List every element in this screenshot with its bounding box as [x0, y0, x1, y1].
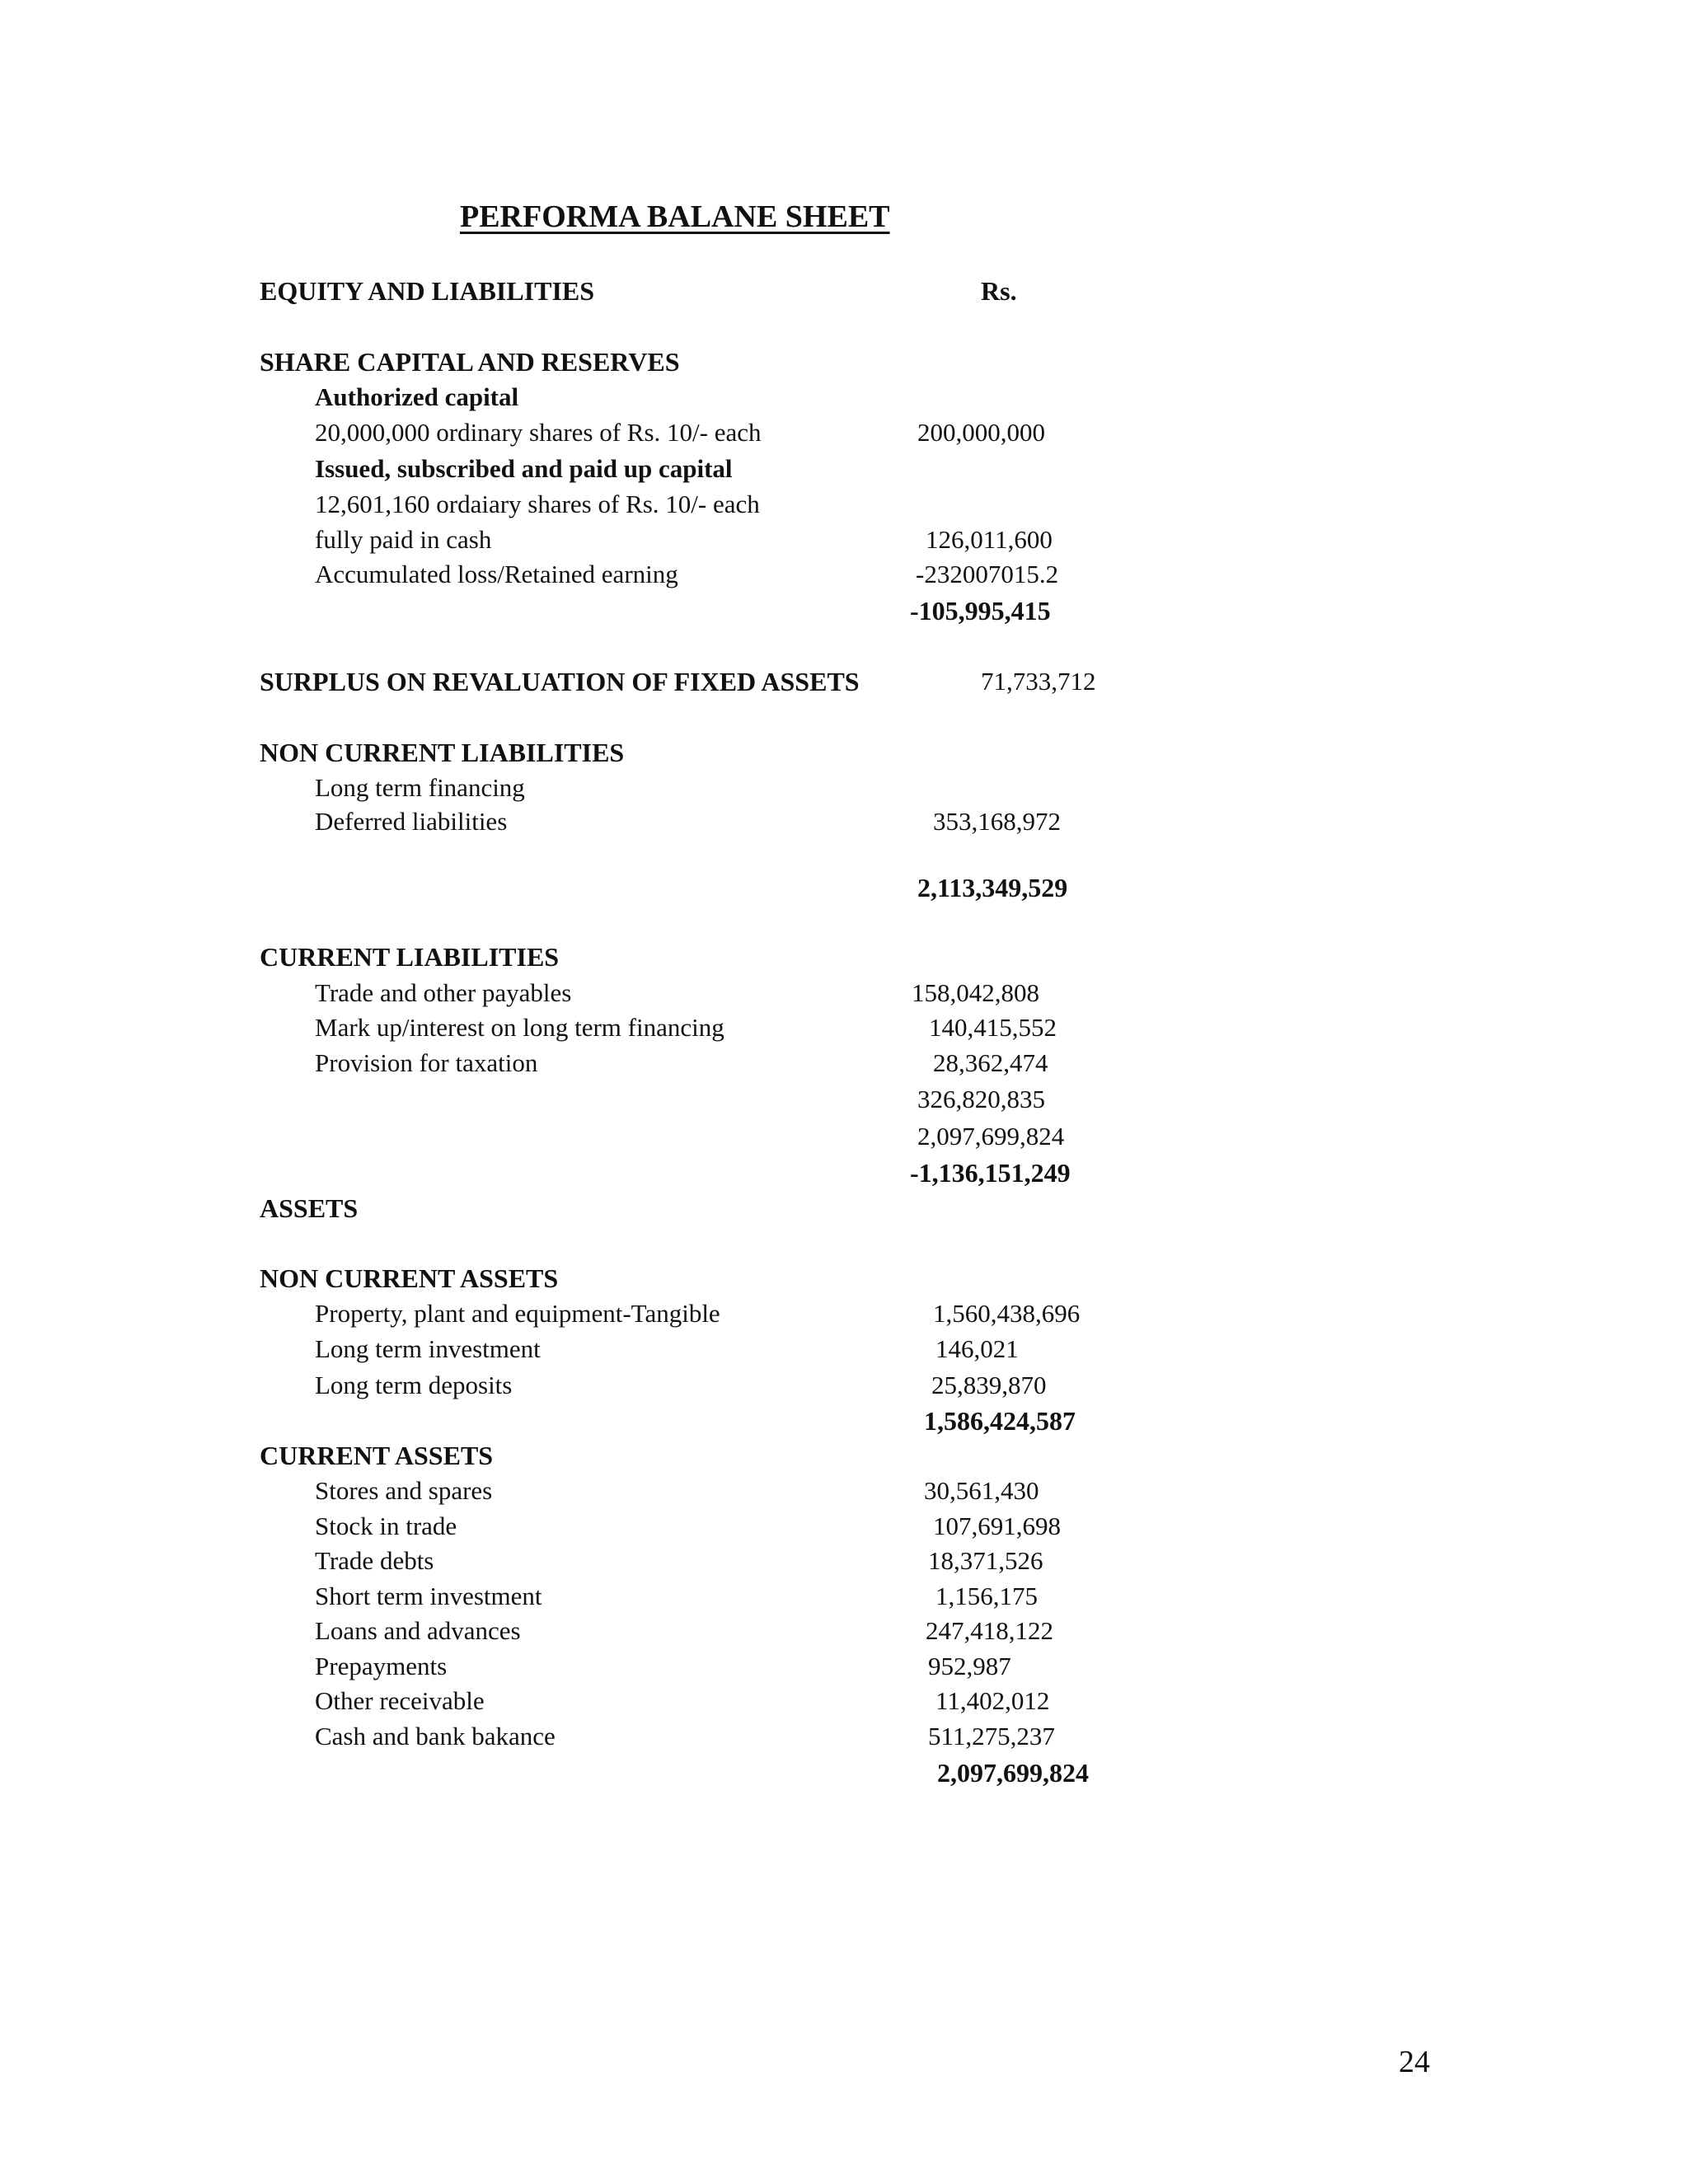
- paid-in-cash-value: 126,011,600: [926, 525, 1053, 554]
- non-current-asset-value: 25,839,870: [931, 1371, 1047, 1399]
- heading-non-current-liabilities: NON CURRENT LIABILITIES: [260, 738, 625, 767]
- non-current-assets-total: 1,586,424,587: [924, 1406, 1076, 1436]
- current-asset-value: 11,402,012: [935, 1686, 1050, 1715]
- current-liability-value: 28,362,474: [933, 1048, 1048, 1077]
- surplus-label: SURPLUS ON REVALUATION OF FIXED ASSETS: [260, 667, 860, 696]
- authorized-row-value: 200,000,000: [917, 418, 1045, 447]
- heading-current-liabilities: CURRENT LIABILITIES: [260, 942, 560, 972]
- current-liability-label: Trade and other payables: [315, 978, 572, 1007]
- share-capital-total: -105,995,415: [910, 596, 1051, 626]
- current-asset-label: Stock in trade: [315, 1511, 457, 1540]
- current-liability-label: Mark up/interest on long term financing: [315, 1013, 724, 1042]
- current-asset-label: Other receivable: [315, 1686, 485, 1715]
- current-liabilities-total: 2,097,699,824: [917, 1122, 1065, 1151]
- non-current-asset-value: 146,021: [935, 1334, 1019, 1363]
- currency-label: Rs.: [981, 276, 1017, 306]
- current-liability-label: Provision for taxation: [315, 1048, 538, 1077]
- heading-assets: ASSETS: [260, 1193, 359, 1223]
- current-asset-label: Stores and spares: [315, 1476, 493, 1505]
- current-liability-value: 158,042,808: [912, 978, 1039, 1007]
- current-asset-value: 1,156,175: [935, 1582, 1038, 1610]
- current-liabilities-net: -1,136,151,249: [910, 1158, 1071, 1188]
- deferred-liabilities-value: 353,168,972: [933, 807, 1061, 836]
- non-current-asset-label: Property, plant and equipment-Tangible: [315, 1299, 720, 1328]
- page-number: 24: [1399, 2045, 1430, 2079]
- non-current-asset-value: 1,560,438,696: [933, 1299, 1081, 1328]
- authorized-capital-label: Authorized capital: [315, 382, 519, 411]
- heading-non-current-assets: NON CURRENT ASSETS: [260, 1263, 559, 1293]
- accumulated-loss-label: Accumulated loss/Retained earning: [315, 560, 678, 588]
- issued-row-label: 12,601,160 ordaiary shares of Rs. 10/- each: [315, 490, 760, 518]
- issued-capital-label: Issued, subscribed and paid up capital: [315, 454, 733, 483]
- page-title: PERFORMA BALANE SHEET: [460, 199, 890, 234]
- current-asset-value: 511,275,237: [928, 1722, 1055, 1750]
- surplus-value: 71,733,712: [981, 667, 1096, 696]
- current-asset-label: Cash and bank bakance: [315, 1722, 556, 1750]
- current-assets-total: 2,097,699,824: [937, 1758, 1089, 1788]
- accumulated-loss-value: -232007015.2: [916, 560, 1059, 588]
- authorized-row-label: 20,000,000 ordinary shares of Rs. 10/- each: [315, 418, 762, 447]
- non-current-asset-label: Long term deposits: [315, 1371, 513, 1399]
- current-asset-value: 247,418,122: [926, 1616, 1053, 1645]
- current-liability-value: 140,415,552: [929, 1013, 1057, 1042]
- current-asset-label: Short term investment: [315, 1582, 542, 1610]
- current-asset-value: 18,371,526: [928, 1546, 1043, 1575]
- current-asset-label: Trade debts: [315, 1546, 434, 1575]
- current-asset-value: 30,561,430: [924, 1476, 1039, 1505]
- non-current-asset-label: Long term investment: [315, 1334, 541, 1363]
- long-term-financing-label: Long term financing: [315, 773, 525, 802]
- paid-in-cash-label: fully paid in cash: [315, 525, 492, 554]
- current-asset-value: 952,987: [928, 1652, 1011, 1680]
- current-asset-label: Prepayments: [315, 1652, 448, 1680]
- current-liabilities-subtotal: 326,820,835: [917, 1085, 1045, 1113]
- heading-share-capital: SHARE CAPITAL AND RESERVES: [260, 347, 680, 377]
- section-header-equity-liabilities: EQUITY AND LIABILITIES: [260, 276, 595, 306]
- deferred-liabilities-label: Deferred liabilities: [315, 807, 508, 836]
- current-asset-value: 107,691,698: [933, 1511, 1061, 1540]
- non-current-liabilities-total: 2,113,349,529: [917, 873, 1068, 902]
- heading-current-assets: CURRENT ASSETS: [260, 1441, 494, 1470]
- current-asset-label: Loans and advances: [315, 1616, 521, 1645]
